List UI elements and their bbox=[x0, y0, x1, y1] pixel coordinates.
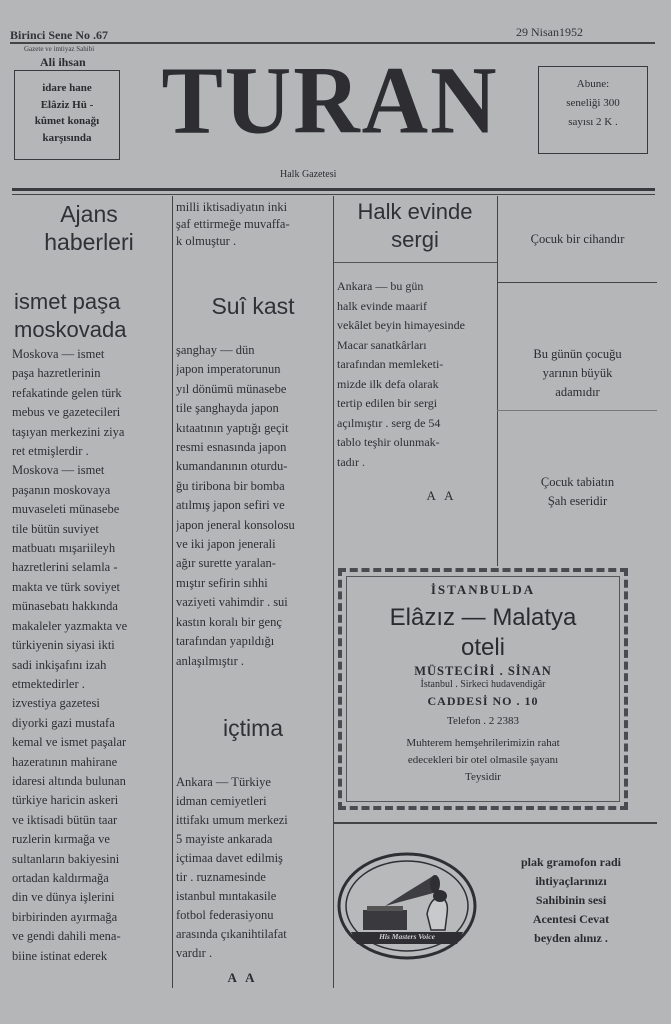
issue-number: Birinci Sene No .67 bbox=[10, 28, 108, 42]
article-line: tarafından yapıldığı bbox=[176, 634, 275, 649]
article-line: tablo teşhir olunmak- bbox=[337, 435, 440, 449]
halkevi-article bbox=[337, 277, 495, 472]
article-line: şaf ettirmeğe muvaffa- bbox=[176, 217, 290, 231]
article-line: arasında çıkanihtilafat bbox=[176, 927, 287, 941]
article-line: ortadan kaldırmağa bbox=[12, 870, 109, 885]
halkevi-rule bbox=[334, 262, 497, 263]
article-line: din ve dünya işlerini bbox=[12, 890, 115, 905]
address-line: idare hane bbox=[42, 82, 92, 94]
article-line: kumandanının oturdu- bbox=[176, 459, 288, 474]
suikast-heading: Suî kast bbox=[211, 293, 295, 319]
article-line: türkiye haricin askeri bbox=[12, 793, 119, 808]
ictima-sign: A A bbox=[227, 970, 255, 985]
article-line: tarafından memleketi- bbox=[337, 357, 444, 371]
article-line: k olmuştur . bbox=[176, 234, 237, 248]
ismet-heading-line: ismet paşa bbox=[14, 289, 121, 314]
article-line: idaresi altında bulunan bbox=[12, 773, 126, 788]
gramophone-text-line: Acentesi Cevat bbox=[532, 912, 610, 926]
ad-separator-rule bbox=[334, 822, 657, 824]
article-line: diyorki gazi mustafa bbox=[12, 715, 115, 730]
logo-text: His Masters Voice bbox=[379, 932, 435, 941]
hotel-text bbox=[338, 735, 628, 786]
article-line: ağır surette yaralan- bbox=[176, 556, 276, 571]
article-line: ruzlerin kırmağa ve bbox=[12, 832, 110, 847]
article-line: tile bütün suviyet bbox=[12, 521, 99, 536]
gramophone-text-line: beyden alınız . bbox=[534, 931, 608, 945]
subscription-box bbox=[538, 66, 648, 154]
hotel-address: İstanbul . Sirkeci hudavendigâr bbox=[420, 679, 546, 690]
article-line: matbuatı mışariileyh bbox=[12, 541, 116, 556]
article-line: mizde ilk defa olarak bbox=[337, 376, 439, 391]
halkevi-heading bbox=[336, 198, 494, 254]
article-line: milli iktisadiyatın inki bbox=[176, 200, 288, 214]
gramophone-text bbox=[486, 853, 656, 948]
article-line: ğu tiribona bir bomba bbox=[176, 478, 285, 493]
article-line: japon imperatorunun bbox=[176, 362, 281, 377]
subscription-line: sayısı 2 K . bbox=[568, 116, 618, 128]
column-rule bbox=[497, 410, 657, 411]
newspaper-title: TURAN bbox=[161, 46, 499, 154]
article-line: idman cemiyetleri bbox=[176, 794, 267, 808]
article-line: izvestiya gazetesi bbox=[12, 696, 100, 711]
address-line: karşısında bbox=[42, 131, 92, 144]
ismet-article bbox=[12, 345, 170, 966]
hotel-phone: Telefon . 2 2383 bbox=[447, 715, 519, 727]
article-line: makta ve türk soviyet bbox=[12, 579, 120, 594]
article-line: vaziyeti vahimdir . sui bbox=[176, 595, 288, 610]
article-line: ve iktisadi bütün taar bbox=[12, 812, 118, 827]
cocuk-yarin-line: Bu günün çocuğu bbox=[533, 347, 622, 361]
cocuk-tabiat bbox=[500, 473, 655, 511]
owner-name: Ali ihsan bbox=[40, 55, 86, 69]
article-line: Moskova — ismet bbox=[12, 347, 105, 361]
address-line: kûmet konağı bbox=[34, 115, 100, 127]
cocuk-cihan: Çocuk bir cihandır bbox=[530, 232, 625, 246]
cocuk-tabiat-line: Çocuk tabiatın bbox=[540, 475, 615, 489]
gramophone-text-line: plak gramofon radi bbox=[520, 855, 621, 869]
article-line: etmektedirler . bbox=[12, 676, 85, 691]
hotel-text-line: Teysidir bbox=[465, 771, 501, 783]
address-box bbox=[14, 70, 120, 160]
newspaper-subtitle: Halk Gazetesi bbox=[280, 169, 337, 180]
article-line: japon jeneral konsolosu bbox=[176, 517, 295, 532]
article-line: sadi inkişafını izah bbox=[12, 657, 107, 672]
article-line: halk evinde maarif bbox=[337, 298, 427, 313]
article-line: refakatinde gelen türk bbox=[12, 385, 122, 400]
article-line: sultanların bakiyesini bbox=[12, 851, 120, 866]
column-separator bbox=[333, 196, 334, 988]
article-line: Ankara — bu gün bbox=[337, 279, 424, 293]
subscription-line: seneliği 300 bbox=[566, 97, 620, 109]
masthead-bottom-rule-thin bbox=[12, 194, 655, 195]
column-rule bbox=[497, 282, 657, 283]
article-line: muvaseleti münasebe bbox=[12, 502, 120, 517]
halkevi-heading-line: sergi bbox=[391, 227, 439, 252]
hotel-owner: MÜSTECİRİ . SİNAN bbox=[414, 664, 552, 678]
article-line: fotbol federasiyonu bbox=[176, 908, 274, 922]
article-line: kemal ve ismet paşalar bbox=[12, 735, 127, 750]
article-line: hazretlerini selamla - bbox=[12, 560, 118, 575]
article-line: ittifakı umum merkezi bbox=[176, 813, 288, 827]
article-line: mıştır sefirin sıhhi bbox=[176, 575, 268, 590]
address-line: Elâziz Hü - bbox=[40, 98, 94, 111]
hotel-text-line: edecekleri bir otel olmasile şayanı bbox=[407, 754, 559, 766]
halkevi-sign: A A bbox=[426, 488, 454, 503]
issue-date: 29 Nisan1952 bbox=[516, 25, 583, 39]
article-line: Moskova — ismet bbox=[12, 463, 105, 478]
article-line: makaleler yazmakta ve bbox=[12, 618, 128, 633]
article-line: atılmış japon sefiri ve bbox=[176, 498, 285, 513]
gramophone-text-line: Sahibinin sesi bbox=[535, 893, 607, 907]
cocuk-yarin-line: yarının büyük bbox=[542, 366, 613, 380]
halkevi-heading-line: Halk evinde bbox=[357, 199, 473, 224]
iktisadiyat-continuation bbox=[176, 199, 330, 250]
cocuk-yarin-line: adamıdır bbox=[555, 385, 600, 399]
article-line: istanbul mıntakasile bbox=[176, 889, 277, 903]
article-line: tertip edilen bir sergi bbox=[337, 396, 438, 410]
article-line: 5 mayiste ankarada bbox=[176, 832, 273, 846]
article-line: vardır . bbox=[176, 946, 213, 960]
ajans-heading-line: haberleri bbox=[44, 229, 134, 255]
article-line: tadır . bbox=[337, 454, 365, 469]
masthead-top-rule bbox=[10, 42, 655, 44]
hotel-ad bbox=[338, 568, 628, 810]
article-line: kıtaatının yaptığı geçit bbox=[176, 420, 289, 435]
cocuk-tabiat-line: Şah eseridir bbox=[547, 494, 608, 508]
article-line: yıl dönümü münasebe bbox=[176, 381, 287, 396]
article-line: ret etmişlerdir . bbox=[12, 444, 89, 459]
masthead-bottom-rule bbox=[12, 188, 655, 191]
column-separator bbox=[172, 196, 173, 988]
article-line: resmi esnasında japon bbox=[176, 440, 287, 455]
article-line: tir . ruznamesinde bbox=[176, 870, 266, 884]
hotel-street: CADDESİ NO . 10 bbox=[427, 694, 539, 708]
ismet-heading-line: moskovada bbox=[14, 317, 127, 342]
subscription-line: Abune: bbox=[576, 78, 610, 90]
article-line: ve iki japon jenerali bbox=[176, 537, 276, 552]
article-line: tile şanghayda japon bbox=[176, 401, 279, 416]
article-line: anlaşılmıştır . bbox=[176, 653, 245, 668]
ajans-heading bbox=[14, 200, 164, 256]
article-line: açılmıştır . serg de 54 bbox=[337, 415, 441, 430]
article-line: birbirinden ayırmağa bbox=[12, 909, 118, 924]
his-masters-voice-logo bbox=[337, 852, 477, 960]
gramophone-text-line: ihtiyaçlarınızı bbox=[535, 874, 607, 888]
article-line: Ankara — Türkiye bbox=[176, 775, 271, 789]
article-line: paşa hazretlerinin bbox=[12, 366, 101, 381]
article-line: ve gendi dahili mena- bbox=[12, 929, 121, 944]
hotel-name: Elâzız — Malatya bbox=[389, 604, 577, 631]
ismet-heading bbox=[14, 288, 172, 344]
article-line: türkiyenin siyasi ikti bbox=[12, 638, 115, 653]
article-line: biine istinat ederek bbox=[12, 948, 108, 963]
gramophone-icon bbox=[337, 852, 477, 960]
ajans-heading-line: Ajans bbox=[60, 201, 118, 227]
article-line: paşanın moskovaya bbox=[12, 482, 111, 497]
article-line: mebus ve gazetecileri bbox=[12, 405, 121, 420]
suikast-article bbox=[176, 341, 330, 671]
hotel-name-oteli: oteli bbox=[460, 634, 506, 661]
column-separator bbox=[497, 196, 498, 566]
article-line: vekâlet beyin himayesinde bbox=[337, 318, 465, 332]
ictima-heading: içtima bbox=[222, 715, 284, 741]
article-line: münasebatı hakkında bbox=[12, 599, 118, 614]
ictima-article bbox=[176, 773, 330, 963]
cocuk-yarin bbox=[500, 345, 655, 402]
article-line: kastın koralı bir genç bbox=[176, 614, 282, 629]
article-line: şanghay — dün bbox=[176, 343, 255, 357]
article-line: Macar sanatkârları bbox=[337, 337, 427, 352]
article-line: hazeratının mahirane bbox=[12, 754, 118, 769]
hotel-city: İSTANBULDA bbox=[430, 582, 536, 597]
article-line: içtimaa davet edilmiş bbox=[176, 851, 283, 865]
hotel-text-line: Muhterem hemşehrilerimizin rahat bbox=[406, 737, 560, 749]
owner-label: Gazete ve imtiyaz Sahibi bbox=[24, 45, 95, 53]
article-line: taşıyan merkezini ziya bbox=[12, 424, 125, 439]
